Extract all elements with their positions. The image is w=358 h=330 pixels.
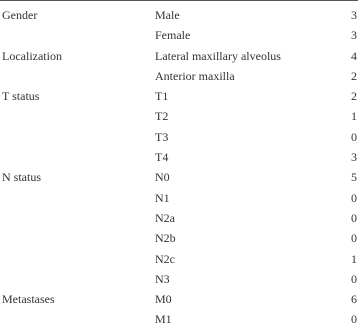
row-item-label: T1	[155, 89, 169, 104]
row-item-label: Male	[155, 8, 180, 22]
table-row	[0, 5, 358, 25]
table-row	[0, 309, 358, 329]
row-item-label: T4	[155, 150, 169, 165]
row-item-label: N3	[155, 271, 170, 286]
table-row	[0, 86, 358, 106]
table-row	[0, 208, 358, 228]
row-value: 6	[351, 292, 357, 307]
row-value: 0	[351, 129, 357, 144]
row-item-label: M0	[155, 292, 172, 307]
row-value: 0	[351, 271, 357, 286]
row-value: 3	[351, 150, 357, 165]
row-value: 1	[351, 109, 357, 124]
row-value: 3	[351, 28, 357, 43]
table-row	[0, 269, 358, 289]
row-group-label: Gender	[2, 8, 38, 22]
table-row	[0, 167, 358, 187]
row-item-label: Female	[155, 28, 191, 43]
row-item-label: N0	[155, 170, 170, 185]
table-row	[0, 106, 358, 126]
row-group-label: T status	[2, 89, 40, 104]
table-row	[0, 188, 358, 208]
row-item-label: T2	[155, 109, 169, 124]
row-value: 0	[351, 231, 357, 246]
data-table	[0, 5, 358, 330]
table-top-rule	[0, 0, 358, 1]
row-item-label: Lateral maxillary alveolus	[155, 48, 281, 63]
row-item-label: N2a	[155, 210, 175, 225]
table-row	[0, 66, 358, 86]
row-value: 0	[351, 190, 357, 205]
row-value: 3	[351, 8, 357, 22]
row-group-label: Localization	[2, 48, 62, 63]
row-group-label: Metastases	[2, 292, 55, 307]
table-row	[0, 127, 358, 147]
table-row	[0, 228, 358, 248]
row-value: 5	[351, 170, 357, 185]
row-item-label: N1	[155, 190, 170, 205]
table-row	[0, 147, 358, 167]
table-row	[0, 249, 358, 269]
row-value: 4	[351, 48, 357, 63]
row-item-label: Anterior maxilla	[155, 68, 235, 83]
row-group-label: N status	[2, 170, 41, 185]
table-row	[0, 289, 358, 309]
row-value: 0	[351, 312, 357, 327]
row-item-label: N2b	[155, 231, 176, 246]
row-item-label: T3	[155, 129, 169, 144]
row-value: 2	[351, 68, 357, 83]
row-item-label: N2c	[155, 251, 175, 266]
table-row	[0, 46, 358, 66]
row-item-label: M1	[155, 312, 172, 327]
row-value: 0	[351, 210, 357, 225]
row-value: 2	[351, 89, 357, 104]
table-row	[0, 25, 358, 45]
row-value: 1	[351, 251, 357, 266]
